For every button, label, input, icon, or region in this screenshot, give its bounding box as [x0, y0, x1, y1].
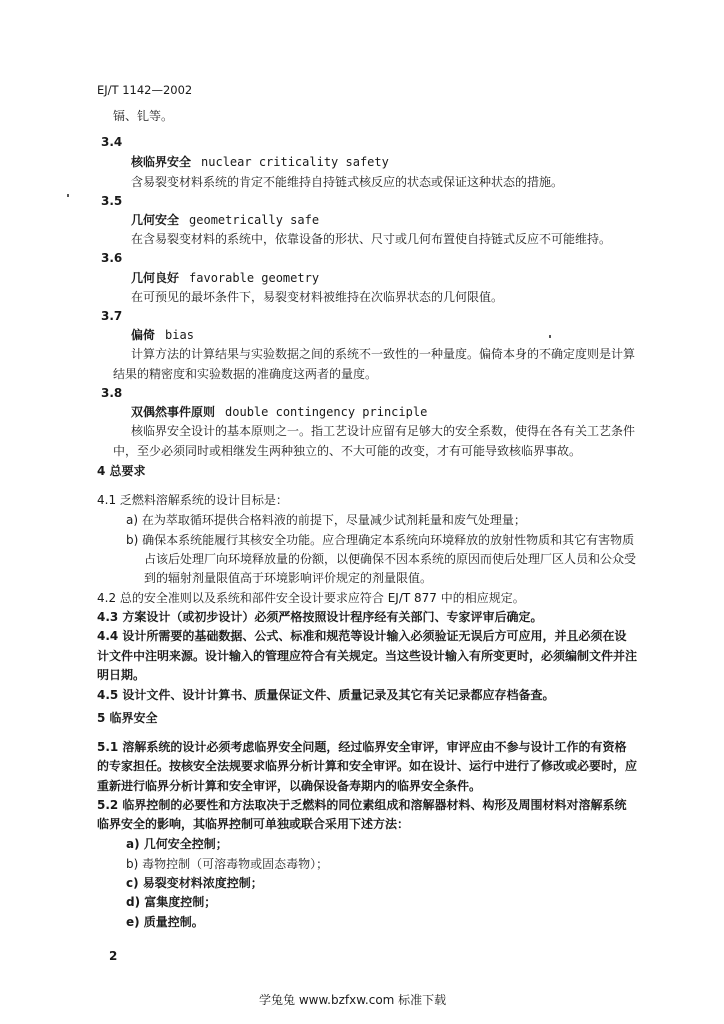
clause-5-2-item-d: d) 富集度控制；	[126, 895, 217, 909]
section-3-7-number: 3.7	[101, 309, 123, 323]
clause-5-2-item-a: a) 几何安全控制；	[126, 837, 228, 851]
clause-4-4-line-2: 计文件中注明来源。设计输入的管理应符合有关规定。当这些设计输入有所变更时，必须编制文件并注	[97, 649, 638, 663]
clause-4-2: 4.2 总的安全准则以及系统和部件安全设计要求应符合 EJ/T 877 中的相应规定。	[97, 591, 525, 605]
term-3-6-en: favorable geometry	[189, 271, 320, 285]
term-3-6-cn: 几何良好	[131, 271, 180, 285]
section-3-8-number: 3.8	[101, 386, 123, 400]
clause-4-1-item-b-line-3: 到的辐射剂量限值高于环境影响评价规定的剂量限值。	[144, 571, 433, 585]
definition-3-5: 在含易裂变材料的系统中，依靠设备的形状、尺寸或几何布置使自持链式反应不可能维持。	[131, 232, 612, 246]
chapter-5-title: 5 临界安全	[97, 711, 158, 725]
clause-5-1-line-3: 重新进行临界分析计算和安全审评，以确保设备寿期内的临界安全条件。	[97, 779, 482, 793]
term-3-4-cn: 核临界安全	[131, 155, 192, 169]
clause-4-4-line-3: 明日期。	[97, 668, 146, 682]
term-3-7-cn: 偏倚	[131, 328, 156, 342]
term-3-8-cn: 双偶然事件原则	[131, 405, 216, 419]
scan-speck	[549, 335, 551, 338]
clause-4-3: 4.3 方案设计（或初步设计）必须严格按照设计程序经有关部门、专家评审后确定。	[97, 610, 543, 624]
section-3-6-number: 3.6	[101, 251, 123, 265]
term-3-5	[131, 212, 319, 228]
clause-4-4-line-1: 4.4 设计所需要的基础数据、公式、标准和规范等设计输入必须验证无误后方可应用，并且必须在设	[97, 629, 627, 643]
term-3-5-cn: 几何安全	[131, 213, 180, 227]
definition-3-8-line-2: 中，至少必须同时或相继发生两种独立的、不大可能的改变，才有可能导致核临界事故。	[113, 444, 582, 458]
clause-4-1-item-a: a) 在为萃取循环提供合格料液的前提下，尽量减少试剂耗量和废气处理量；	[126, 513, 526, 527]
clause-5-2-item-e: e) 质量控制。	[126, 915, 204, 929]
term-3-6	[131, 270, 319, 286]
continuation-text: 镉、钆等。	[113, 109, 174, 123]
term-3-5-en: geometrically safe	[189, 213, 320, 227]
clause-5-1-line-2: 的专家担任。按核安全法规要求临界分析计算和安全审评。如在设计、运行中进行了修改或必要时，应	[97, 759, 638, 773]
definition-3-4: 含易裂变材料系统的肯定不能维持自持链式核反应的状态或保证这种状态的措施。	[131, 175, 564, 189]
definition-3-7-line-1: 计算方法的计算结果与实验数据之间的系统不一致性的一种量度。偏倚本身的不确定度则是计算	[131, 347, 636, 361]
clause-5-2-item-b: b) 毒物控制（可溶毒物或固态毒物）；	[126, 857, 329, 871]
clause-4-1-item-b-line-2: 占该后处理厂向环境释放量的份额，以便确保不因本系统的原因而使后处理厂区人员和公众受	[144, 552, 637, 566]
clause-5-2-line-1: 5.2 临界控制的必要性和方法取决于乏燃料的同位素组成和溶解器材料、构形及周围材料对溶解系统	[97, 798, 627, 812]
clause-5-1-line-1: 5.1 溶解系统的设计必须考虑临界安全问题，经过临界安全审评，审评应由不参与设计工作的有资格	[97, 740, 627, 754]
term-3-4	[131, 154, 389, 170]
standard-header: EJ/T 1142—2002	[97, 83, 193, 97]
definition-3-8-line-1: 核临界安全设计的基本原则之一。指工艺设计应留有足够大的安全系数，使得在各有关工艺条件	[131, 424, 636, 438]
term-3-8	[131, 404, 427, 420]
scan-speck	[67, 194, 69, 197]
watermark-footer: 学兔兔 www.bzfxw.com 标准下载	[259, 993, 447, 1007]
definition-3-6: 在可预见的最坏条件下，易裂变材料被维持在次临界状态的几何限值。	[131, 290, 504, 304]
clause-4-5: 4.5 设计文件、设计计算书、质量保证文件、质量记录及其它有关记录都应存档备查。	[97, 688, 555, 702]
clause-5-2-item-c: c) 易裂变材料浓度控制；	[126, 876, 263, 890]
section-3-4-number: 3.4	[101, 135, 123, 149]
clause-4-1: 4.1 乏燃料溶解系统的设计目标是：	[97, 493, 288, 507]
term-3-7	[131, 327, 194, 343]
page-number: 2	[109, 949, 118, 963]
chapter-4-title: 4 总要求	[97, 464, 146, 478]
clause-4-1-item-b-line-1: b) 确保本系统能履行其核安全功能。应合理确定本系统向环境释放的放射性物质和其它有害物质	[126, 533, 635, 547]
term-3-7-en: bias	[165, 328, 194, 342]
definition-3-7-line-2: 结果的精密度和实验数据的准确度这两者的量度。	[113, 367, 378, 381]
clause-5-2-line-2: 临界安全的影响，其临界控制可单独或联合采用下述方法：	[97, 817, 410, 831]
term-3-8-en: double contingency principle	[225, 405, 428, 419]
section-3-5-number: 3.5	[101, 194, 123, 208]
term-3-4-en: nuclear criticality safety	[201, 155, 389, 169]
